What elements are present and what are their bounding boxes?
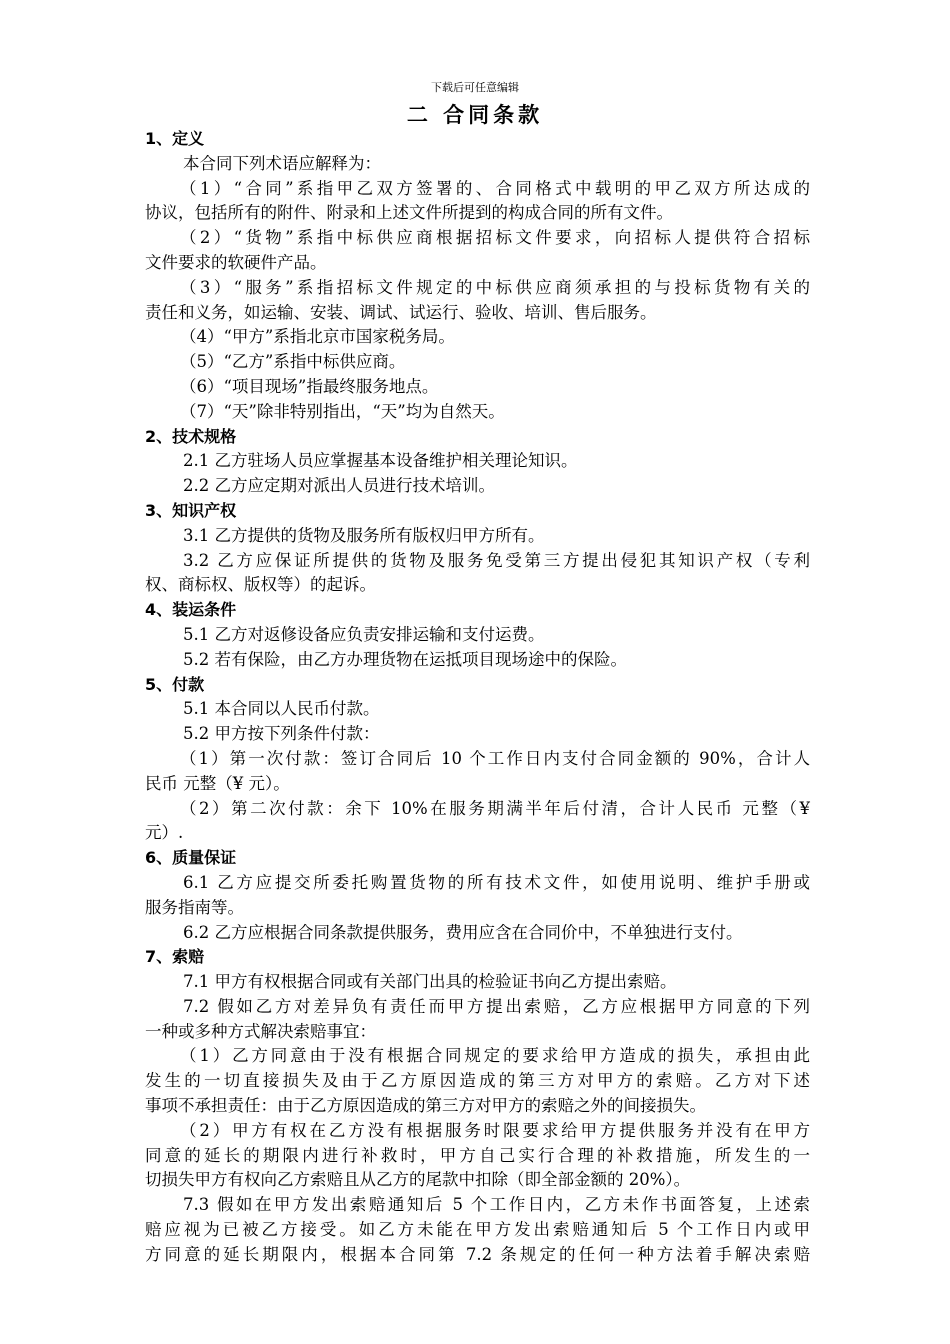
text-line: 权、商标权、版权等）的起诉。 <box>145 575 376 595</box>
text-line: （7）“天”除非特别指出，“天”均为自然天。 <box>180 401 505 421</box>
text-line: （1）乙方同意由于没有根据合同规定的要求给甲方造成的损失，承担由此 <box>180 1046 810 1066</box>
text-line: 3.1 乙方提供的货物及服务所有版权归甲方所有。 <box>183 525 545 545</box>
text-line: 5.2 若有保险，由乙方办理货物在运抵项目现场途中的保险。 <box>183 649 627 669</box>
text-line: 3.2 乙方应保证所提供的货物及服务免受第三方提出侵犯其知识产权（专利 <box>183 550 810 570</box>
text-line: 7.2 假如乙方对差异负有责任而甲方提出索赔，乙方应根据甲方同意的下列 <box>183 996 810 1016</box>
text-line: 责任和义务，如运输、安装、调试、试运行、验收、培训、售后服务。 <box>145 302 657 322</box>
text-line: （2）第二次付款：余下 10%在服务期满半年后付清，合计人民币 元整（¥ <box>180 798 810 818</box>
text-line: （3）“服务”系指招标文件规定的中标供应商须承担的与投标货物有关的 <box>180 277 810 297</box>
text-line: 2.2 乙方应定期对派出人员进行技术培训。 <box>183 476 495 496</box>
text-line: 一种或多种方式解决索赔事宜： <box>145 1021 376 1041</box>
section-heading: 5、付款 <box>145 674 205 694</box>
section-heading: 6、质量保证 <box>145 848 237 868</box>
text-line: 7.3 假如在甲方发出索赔通知后 5 个工作日内，乙方未作书面答复，上述索 <box>183 1195 810 1215</box>
section-heading: 2、技术规格 <box>145 426 237 446</box>
text-line: 方同意的延长期限内，根据本合同第 7.2 条规定的任何一种方法着手解决索赔 <box>145 1244 810 1264</box>
text-line: 6.1 乙方应提交所委托购置货物的所有技术文件，如使用说明、维护手册或 <box>183 872 810 892</box>
text-line: （1）“合同”系指甲乙双方签署的、合同格式中载明的甲乙双方所达成的 <box>180 178 810 198</box>
text-line: 服务指南等。 <box>145 897 244 917</box>
text-line: （6）“项目现场”指最终服务地点。 <box>180 376 439 396</box>
text-line: （4）“甲方”系指北京市国家税务局。 <box>180 327 455 347</box>
text-line: 协议，包括所有的附件、附录和上述文件所提到的构成合同的所有文件。 <box>145 203 673 223</box>
text-line: 民币 元整（¥ 元）。 <box>145 773 290 793</box>
text-line: （5）“乙方”系指中标供应商。 <box>180 352 406 372</box>
text-line: 发生的一切直接损失及由于乙方原因造成的第三方对甲方的索赔。乙方对下述 <box>145 1071 810 1091</box>
text-line: 元）. <box>145 823 184 843</box>
text-line: 5.1 乙方对返修设备应负责安排运输和支付运费。 <box>183 624 545 644</box>
text-line: （1）第一次付款：签订合同后 10 个工作日内支付合同金额的 90%，合计人 <box>180 748 810 768</box>
text-line: 事项不承担责任：由于乙方原因造成的第三方对甲方的索赔之外的间接损失。 <box>145 1096 706 1116</box>
section-heading: 4、装运条件 <box>145 600 237 620</box>
text-line: 7.1 甲方有权根据合同或有关部门出具的检验证书向乙方提出索赔。 <box>183 972 677 992</box>
text-line: 2.1 乙方驻场人员应掌握基本设备维护相关理论知识。 <box>183 451 578 471</box>
section-heading: 3、知识产权 <box>145 500 237 520</box>
text-line: （2）甲方有权在乙方没有根据服务时限要求给甲方提供服务并没有在甲方 <box>180 1120 810 1140</box>
text-line: 文件要求的软硬件产品。 <box>145 252 327 272</box>
page-header: 下载后可任意编辑 <box>431 81 519 94</box>
document-body <box>145 127 810 1268</box>
text-line: 本合同下列术语应解释为： <box>183 153 381 173</box>
text-line: 赔应视为已被乙方接受。如乙方未能在甲方发出索赔通知后 5 个工作日内或甲 <box>145 1220 810 1240</box>
text-line: 5.1 本合同以人民币付款。 <box>183 699 380 719</box>
text-line: 5.2 甲方按下列条件付款： <box>183 724 380 744</box>
text-line: （2）“货物”系指中标供应商根据招标文件要求，向招标人提供符合招标 <box>180 228 810 248</box>
page-title: 二 合同条款 <box>406 102 544 127</box>
text-line: 6.2 乙方应根据合同条款提供服务，费用应含在合同价中，不单独进行支付。 <box>183 922 743 942</box>
section-heading: 7、索赔 <box>145 947 205 967</box>
text-line: 同意的延长的期限内进行补救时，甲方自己实行合理的补救措施，所发生的一 <box>145 1145 810 1165</box>
text-line: 切损失甲方有权向乙方索赔且从乙方的尾款中扣除（即全部金额的 20%）。 <box>145 1170 691 1190</box>
section-heading: 1、定义 <box>145 129 205 148</box>
